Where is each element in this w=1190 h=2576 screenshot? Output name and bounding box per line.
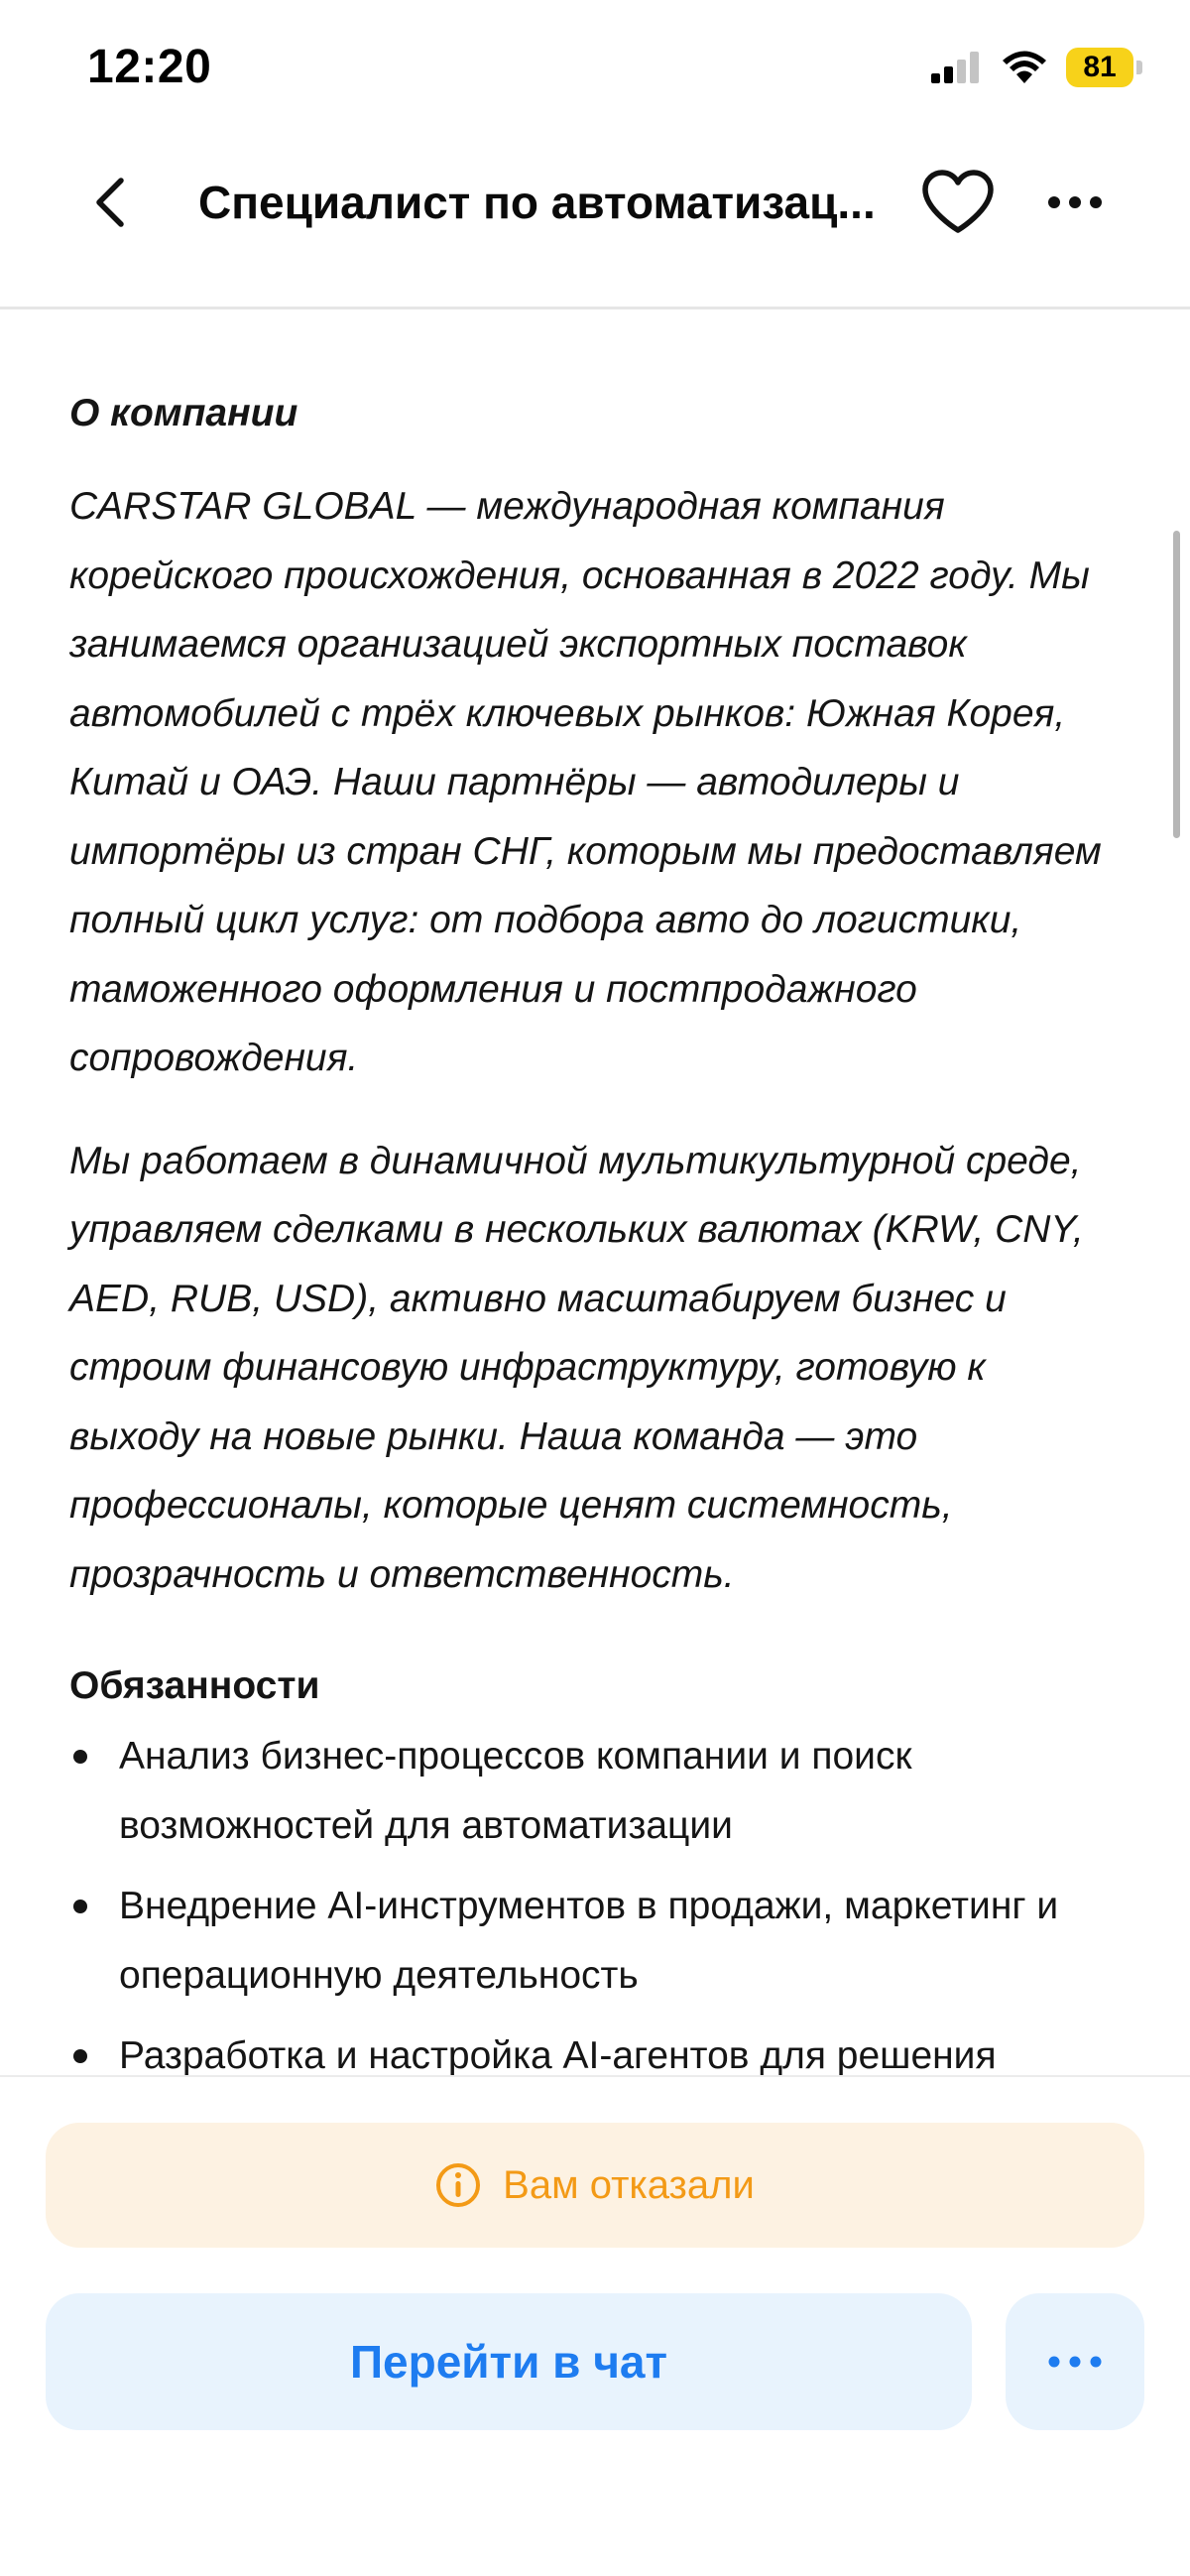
battery-indicator: 81 bbox=[1066, 48, 1133, 87]
go-to-chat-button[interactable]: Перейти в чат bbox=[46, 2293, 972, 2430]
status-bar bbox=[0, 0, 1190, 139]
list-item: Анализ бизнес-процессов компании и поиск возможностей для автоматизации bbox=[69, 1722, 1121, 1860]
scrollbar[interactable] bbox=[1173, 531, 1180, 838]
info-circle-icon bbox=[435, 2162, 481, 2208]
duties-heading: Обязанности bbox=[69, 1664, 320, 1707]
favorite-button[interactable] bbox=[920, 169, 996, 236]
status-time: 12:20 bbox=[87, 41, 212, 93]
duties-list bbox=[69, 1722, 1121, 2075]
page-title: Специалист по автоматизац... bbox=[198, 177, 876, 228]
cellular-signal-icon bbox=[931, 52, 983, 83]
chevron-left-icon bbox=[91, 177, 131, 228]
description-body bbox=[69, 389, 1121, 2075]
status-indicators bbox=[931, 48, 1142, 87]
about-paragraph-1: CARSTAR GLOBAL — международная компания корейского происхождения, основанная в 2022 году. Мы занимаемся организацией экспортных поставок автомобилей с трёх ключевых рынков: Южная Корея, Китай и ОАЭ. Наши партнёры — автодилеры и импортёры из стран СНГ, которым мы предоставляем полный цикл услуг: от подбора авто до логистики, таможенного оформления и постпродажного сопровождения. bbox=[69, 485, 1102, 1079]
ellipsis-horizontal-icon bbox=[1047, 195, 1103, 209]
application-status-text: Вам отказали bbox=[503, 2162, 755, 2207]
about-paragraph-2: Мы работаем в динамичной мультикультурной среде, управляем сделками в нескольких валютах (KRW, CNY, AED, RUB, USD), активно масштабируем бизнес и строим финансовую инфраструктуру, готовую к выходу на новые рынки. Наша команда — это профессионалы, которые ценят системность, прозрачность и ответственность. bbox=[69, 1139, 1084, 1596]
navigation-header bbox=[0, 139, 1190, 309]
ellipsis-horizontal-icon bbox=[1048, 2356, 1102, 2368]
application-status-banner bbox=[46, 2123, 1144, 2248]
more-options-button[interactable] bbox=[1043, 175, 1107, 230]
vacancy-description[interactable] bbox=[0, 309, 1190, 2075]
heart-outline-icon bbox=[920, 169, 996, 236]
battery-tip bbox=[1136, 61, 1142, 74]
wifi-icon bbox=[1001, 50, 1048, 85]
list-item: Разработка и настройка AI-агентов для решения bbox=[69, 2022, 1121, 2075]
bottom-action-panel bbox=[0, 2075, 1190, 2576]
back-button[interactable] bbox=[79, 171, 143, 234]
about-company-heading: О компании bbox=[69, 392, 298, 434]
bottom-more-button[interactable] bbox=[1006, 2293, 1144, 2430]
list-item: Внедрение AI-инструментов в продажи, маркетинг и операционную деятельность bbox=[69, 1872, 1121, 2010]
